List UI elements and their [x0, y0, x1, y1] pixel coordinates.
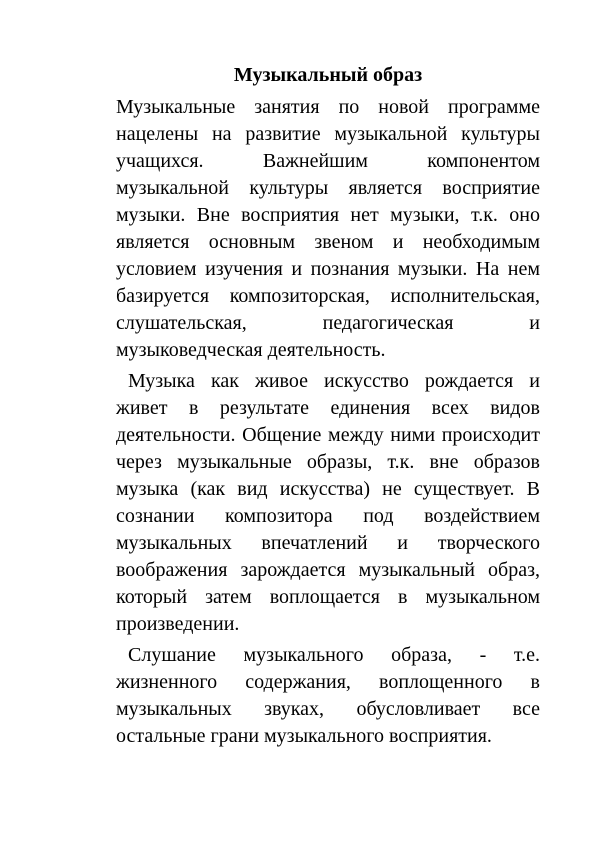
paragraph-3: Слушание музыкального образа, - т.е. жизненного содержания, воплощенного в музыкальных звуках, обусловливает все остальные грани музыкального восприятия.: [116, 644, 540, 747]
paragraph-2: Музыка как живое искусство рождается и живет в результате единения всех видов деятельности. Общение между ними происходит через музыкальные образы, т.к. вне образов музыка (как вид искусства) не существует. В сознании композитора под воздействием музыкальных впечатлений и творческого воображения зарождается музыкальный образ, который затем воплощается в музыкальном произведении.: [116, 370, 540, 635]
document-title: Музыкальный образ: [233, 64, 423, 86]
document-page: [116, 62, 540, 750]
paragraph-1: Музыкальные занятия по новой программе нацелены на развитие музыкальной культуры учащихся. Важнейшим компонентом музыкальной культуры является восприятие музыки. Вне восприятия нет музыки, т.к. оно является основным звеном и необходимым условием изучения и познания музыки. На нем базируется композиторская, исполнительская, слушательская, педагогическая и музыковедческая деятельность.: [116, 96, 540, 361]
